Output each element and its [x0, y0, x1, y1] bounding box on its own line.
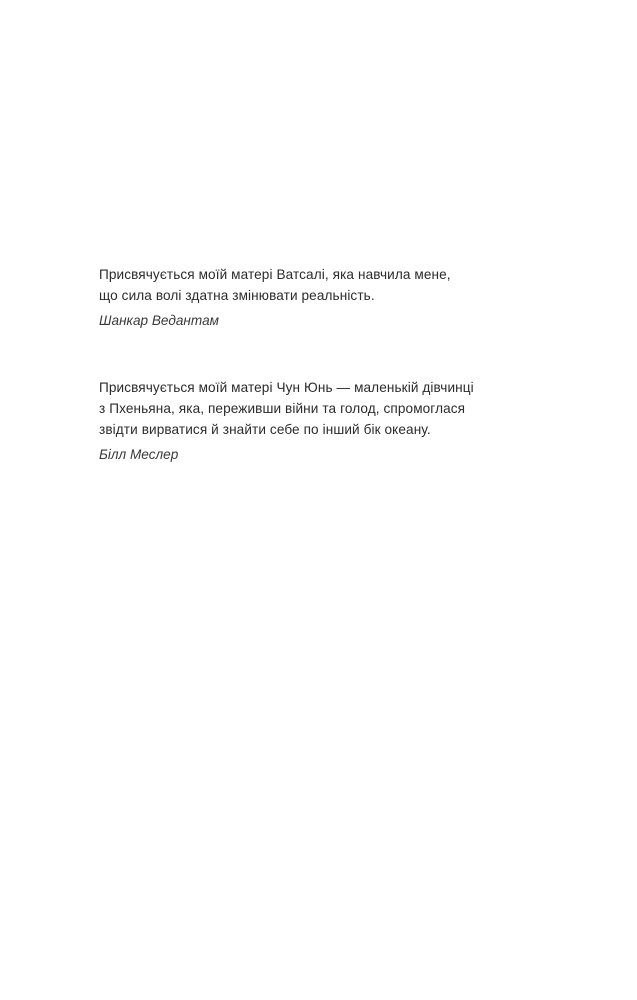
dedication-mesler — [99, 377, 599, 465]
dedication-line: Присвячується моїй матері Ватсалі, яка навчила мене, — [99, 267, 451, 282]
dedication-author: Білл Меслер — [99, 447, 179, 462]
dedication-line: з Пхеньяна, яка, переживши війни та голод, спромоглася — [99, 401, 466, 416]
dedication-line: звідти вирватися й знайти себе по інший бік океану. — [99, 422, 431, 437]
dedication-line: Присвячується моїй матері Чун Юнь — маленькій дівчинці — [99, 380, 474, 395]
dedication-vedantam — [99, 264, 599, 331]
dedication-line: що сила волі здатна змінювати реальність. — [99, 288, 375, 303]
dedication-author: Шанкар Ведантам — [99, 313, 219, 328]
